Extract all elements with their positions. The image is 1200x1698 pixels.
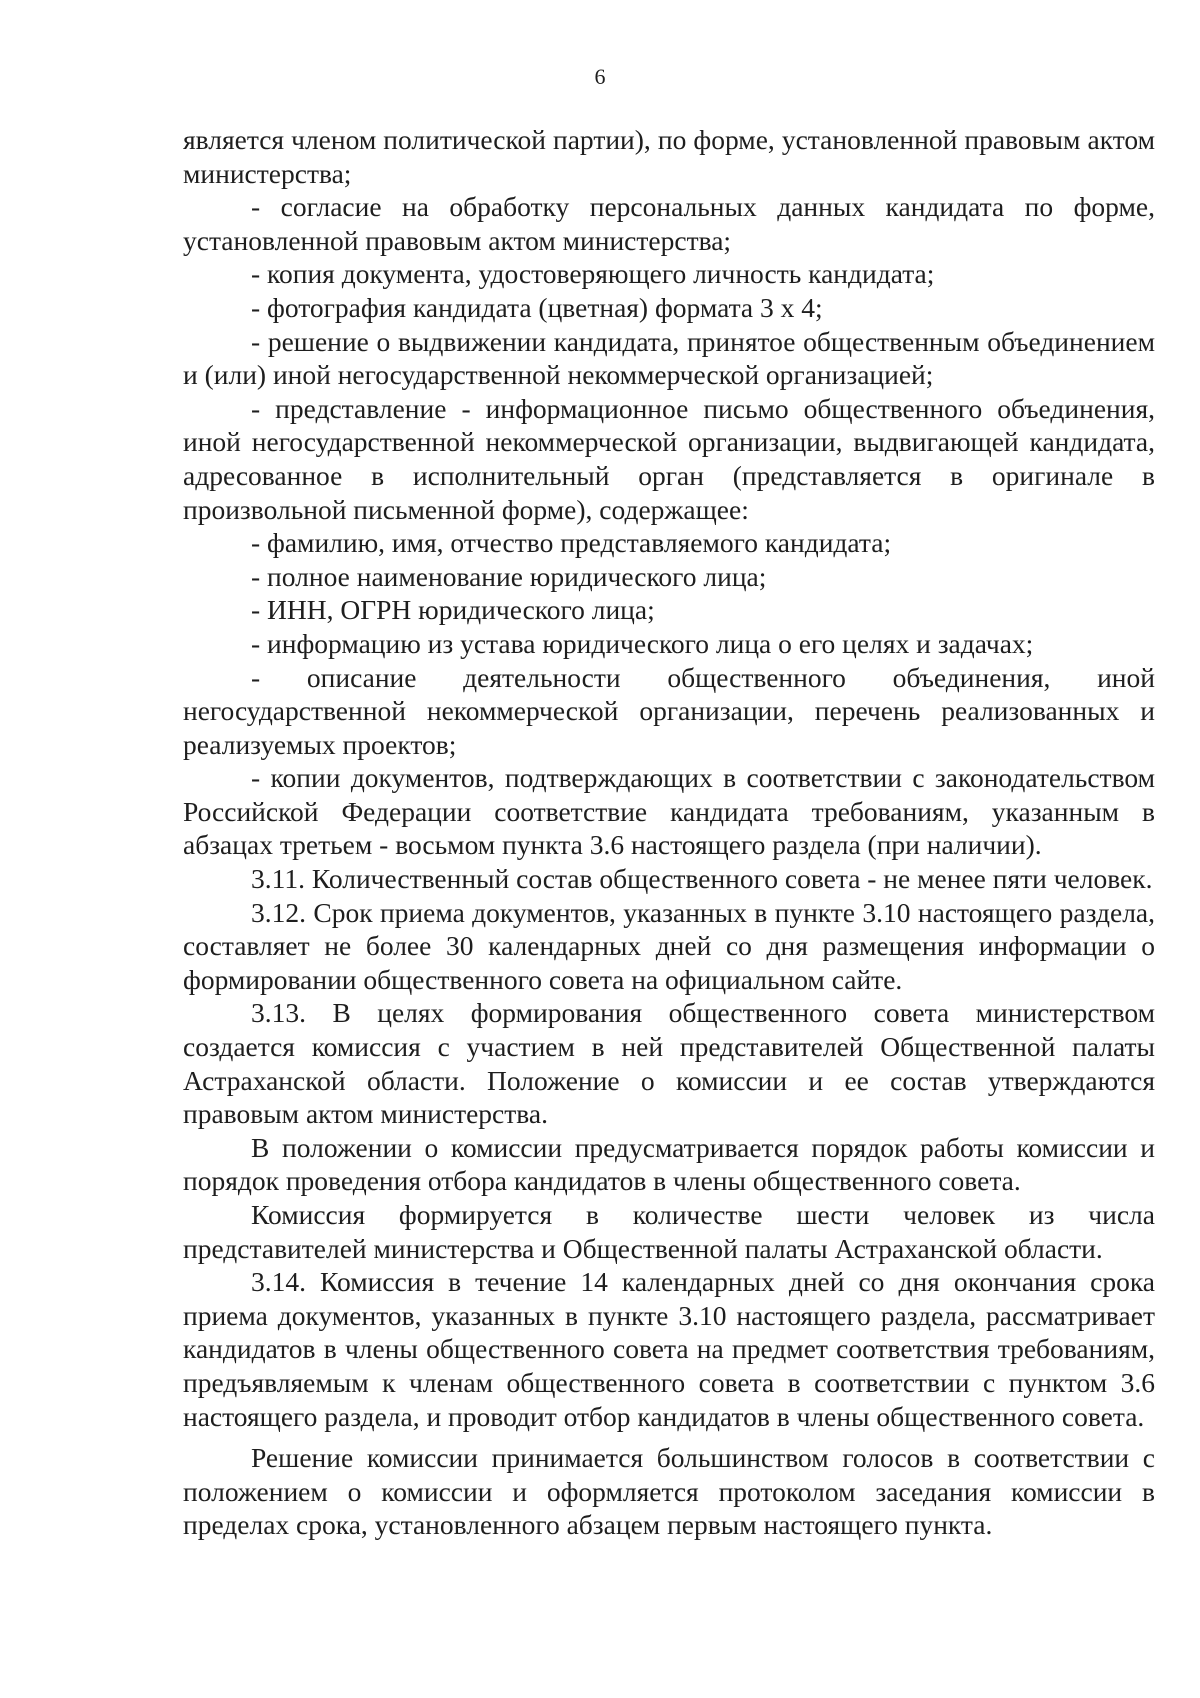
paragraph: - ИНН, ОГРН юридического лица; [251, 594, 655, 626]
section-3-13: 3.13. В целях формирования общественного совета министерством создается комиссия с участием в ней представителей Общественной палаты Астраханской области. Положение о комиссии и ее состав утверждаются правовым актом министерства. [183, 997, 1155, 1130]
paragraph: Решение комиссии принимается большинством голосов в соответствии с положением о комиссии и оформляется протоколом заседания комиссии в пределах срока, установленного абзацем первым настоящего пункта. [183, 1442, 1155, 1541]
paragraph: - копии документов, подтверждающих в соответствии с законодательством Российской Федерации соответствие кандидата требованиям, указанным в абзацах третьем - восьмом пункта 3.6 настоящего раздела (при наличии). [183, 762, 1155, 861]
paragraph: - решение о выдвижении кандидата, принятое общественным объединением и (или) иной негосударственной некоммерческой организацией; [183, 325, 1155, 391]
section-3-12: 3.12. Срок приема документов, указанных в пункте 3.10 настоящего раздела, составляет не более 30 календарных дней со дня размещения информации о формировании общественного совета на официальном сайте. [183, 896, 1155, 995]
paragraph: - фотография кандидата (цветная) формата 3 х 4; [251, 291, 823, 323]
paragraph: является членом политической партии), по форме, установленной правовым актом министерства; [183, 124, 1155, 189]
paragraph: - описание деятельности общественного объединения, иной негосударственной некоммерческой организации, перечень реализованных и реализуемых проектов; [183, 661, 1155, 760]
page-number: 6 [594, 64, 606, 89]
paragraph: - копия документа, удостоверяющего личность кандидата; [251, 258, 935, 290]
paragraph: - фамилию, имя, отчество представляемого кандидата; [251, 527, 892, 559]
paragraph: - информацию из устава юридического лица о его целях и задачах; [251, 627, 1034, 659]
paragraph: - согласие на обработку персональных данных кандидата по форме, установленной правовым актом министерства; [183, 191, 1155, 256]
section-3-14: 3.14. Комиссия в течение 14 календарных дней со дня окончания срока приема документов, указанных в пункте 3.10 настоящего раздела, рассматривает кандидатов в члены общественного совета на предмет соответствия требованиям, предъявляемым к членам общественного совета в соответствии с пунктом 3.6 настоящего раздела, и проводит отбор кандидатов в члены общественного совета. [183, 1266, 1155, 1432]
paragraph: Комиссия формируется в количестве шести человек из числа представителей министерства и Общественной палаты Астраханской области. [183, 1199, 1155, 1264]
paragraph: - представление - информационное письмо общественного объединения, иной негосударственной некоммерческой организации, выдвигающей кандидата, адресованное в исполнительный орган (представляется в оригинале в произвольной письменной форме), содержащее: [183, 392, 1155, 525]
paragraph: В положении о комиссии предусматривается порядок работы комиссии и порядок проведения отбора кандидатов в члены общественного совета. [183, 1131, 1155, 1197]
paragraph: - полное наименование юридического лица; [251, 560, 767, 592]
section-3-11: 3.11. Количественный состав общественного совета - не менее пяти человек. [251, 863, 1153, 895]
document-body [183, 123, 1155, 1542]
